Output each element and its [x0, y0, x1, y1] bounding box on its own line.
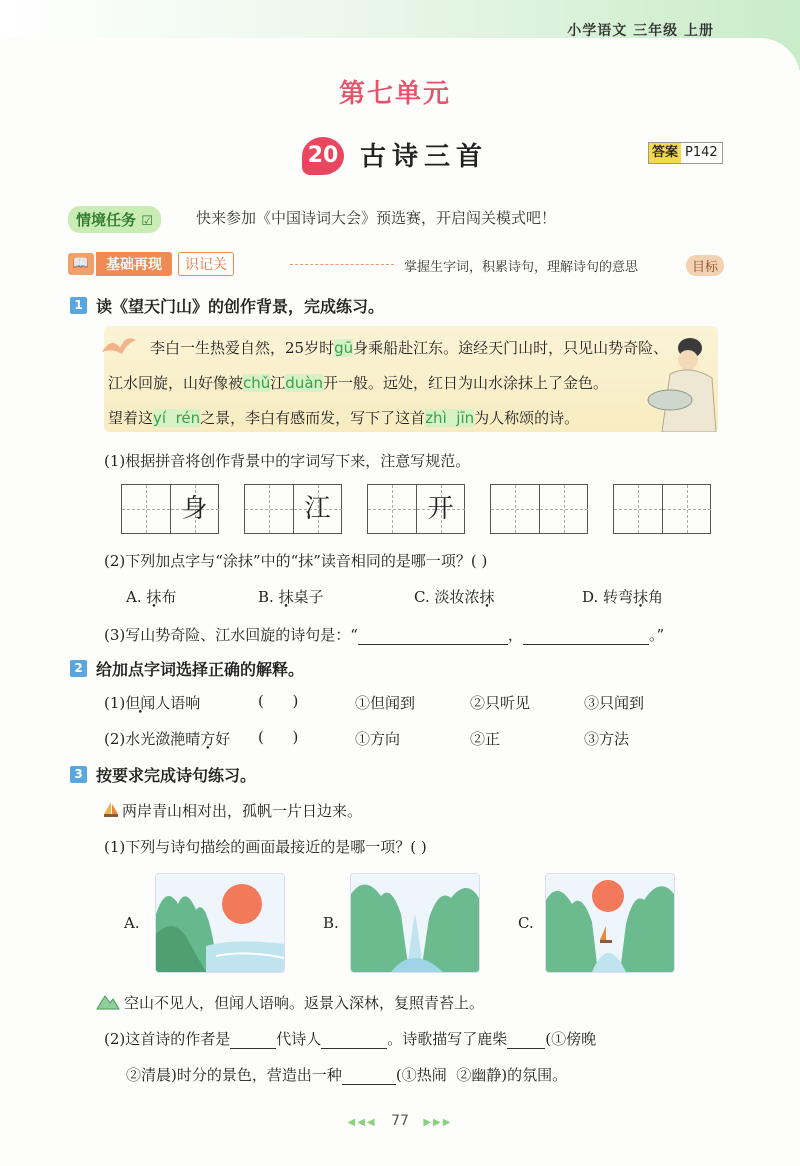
task-tag [68, 206, 161, 233]
answer-page: P142 [685, 145, 718, 160]
passage-text: 李白一生热爱自然，25岁时 [150, 339, 335, 357]
right-arrows-icon: ▶▶▶ [423, 1117, 453, 1128]
q1-sub3-text: ， [507, 626, 523, 644]
dotted-char: 抹 [479, 588, 495, 606]
passage-line-2 [108, 372, 608, 393]
option-text: A. [126, 588, 147, 606]
passage-text: 之景，李白有感而发，写下了这首 [200, 409, 426, 427]
pic-label: A. [124, 914, 140, 932]
q3-sub2-text: 。诗歌描写了鹿柴 [387, 1030, 508, 1048]
passage-line-1 [150, 337, 668, 358]
question-number: 3 [70, 766, 87, 783]
dotted-char: 抹 [633, 588, 649, 606]
sailboat-icon [102, 800, 120, 818]
question-title: 读《望天门山》的创作背景，完成练习。 [96, 297, 385, 316]
question-number: 2 [70, 660, 87, 677]
pinyin-duan: duàn [285, 374, 324, 392]
answer-blank[interactable] [230, 1032, 276, 1049]
mountain-icon [96, 992, 120, 1010]
poem-line-2: 空山不见人，但闻人语响。返景入深林，复照青苔上。 [124, 994, 485, 1012]
grid-char: 身 [181, 494, 208, 524]
passage-text: 望着这 [108, 409, 154, 427]
answer-reference[interactable] [648, 142, 723, 164]
goal-tag: 目标 [686, 255, 724, 276]
pinyin-yiren: yí rén [153, 409, 201, 427]
answer-blank[interactable] [342, 1068, 396, 1085]
q2-option[interactable]: ③只闻到 [584, 694, 645, 712]
option-text: C. 淡妆浓 [414, 588, 480, 606]
answer-blank[interactable] [321, 1032, 387, 1049]
answer-blank[interactable] [523, 628, 649, 645]
passage-text: 为人称颂的诗。 [474, 409, 580, 427]
q2-option[interactable]: ②正 [470, 730, 501, 748]
lesson-number: 20 [302, 137, 344, 175]
section-bar [68, 252, 234, 276]
question-title: 给加点字词选择正确的解释。 [96, 660, 305, 679]
picture-option-b[interactable] [350, 873, 480, 973]
recall-label: 识记关 [178, 252, 234, 276]
question-title: 按要求完成诗句练习。 [96, 766, 257, 785]
answer-paren[interactable]: ( ) [258, 692, 299, 710]
answer-label: 答案 [649, 143, 681, 163]
goal-text: 掌握生字词，积累诗句，理解诗句的意思 [404, 260, 639, 275]
passage-line-3 [108, 407, 579, 428]
q2-row-1 [104, 692, 200, 713]
passage-text: 身乘船赴江东。途经天门山时，只见山势奇险、 [353, 339, 669, 357]
answer-blank[interactable] [507, 1032, 545, 1049]
option-d[interactable] [582, 586, 663, 607]
q2-option[interactable]: ②只听见 [470, 694, 531, 712]
pinyin-chu: chǔ [243, 374, 271, 392]
q3-sub2-text: ②清晨)时分的景色，营造出一种 [126, 1066, 342, 1084]
q1-sub3-text: 。” [648, 626, 665, 644]
option-b[interactable] [258, 586, 324, 607]
dash-divider [290, 264, 394, 265]
grid-char [491, 485, 539, 533]
option-a[interactable] [126, 586, 176, 607]
option-c[interactable] [414, 586, 495, 607]
answer-blank[interactable] [358, 628, 508, 645]
writing-grid[interactable] [121, 484, 219, 534]
pinyin-zhijin: zhì jīn [425, 409, 475, 427]
writing-grid[interactable] [490, 484, 588, 534]
row-text: (2)水光潋滟晴 [104, 730, 201, 748]
pic-label: B. [323, 914, 339, 932]
dotted-char: 抹 [278, 588, 294, 606]
writing-grid[interactable] [613, 484, 711, 534]
q3-sub2-text: (①热闹 ②幽静)的氛围。 [395, 1066, 568, 1084]
option-text: 布 [161, 588, 177, 606]
page-footer [0, 1113, 800, 1129]
header-curve [0, 38, 800, 78]
lesson-title: 古诗三首 [360, 142, 489, 172]
q3-sub2-line1 [104, 1028, 596, 1049]
bird-icon [98, 330, 138, 364]
base-label: 基础再现 [96, 252, 172, 276]
passage-text: 江 [270, 374, 286, 392]
option-text: 桌子 [293, 588, 324, 606]
picture-option-a[interactable] [155, 873, 285, 973]
q2-option[interactable]: ①方向 [355, 730, 401, 748]
task-text: 快来参加《中国诗词大会》预选赛，开启闯关模式吧！ [196, 209, 557, 227]
writing-grid[interactable] [367, 484, 465, 534]
pic-label: C. [518, 914, 534, 932]
question-number: 1 [70, 297, 87, 314]
task-tag-label: 情境任务 [76, 211, 137, 229]
q3-sub1: (1)下列与诗句描绘的画面最接近的是哪一项？( ) [104, 838, 427, 856]
q1-sub1: (1)根据拼音将创作背景中的字词写下来，注意写规范。 [104, 452, 471, 470]
q2-option[interactable]: ③方法 [584, 730, 630, 748]
answer-paren[interactable]: ( ) [258, 728, 299, 746]
q3-sub2-text: 代诗人 [276, 1030, 322, 1048]
passage-text: 开一般。远处，红日为山水涂抹上了金色。 [323, 374, 609, 392]
q1-sub3-text: (3)写山势奇险、江水回旋的诗句是：“ [104, 626, 358, 644]
row-text: 好 [215, 730, 231, 748]
dotted-char: 但闻 [125, 694, 156, 712]
dotted-char: 抹 [146, 588, 162, 606]
writing-grid[interactable] [244, 484, 342, 534]
option-text: B. [258, 588, 279, 606]
checkbox-icon: ☑ [141, 214, 153, 229]
dotted-char: 方 [200, 730, 216, 748]
poem-line-1: 两岸青山相对出，孤帆一片日边来。 [122, 802, 363, 820]
option-text: D. 转弯 [582, 588, 634, 606]
row-text: (1) [104, 694, 126, 712]
grid-char [614, 485, 662, 533]
pinyin-gu: gū [334, 339, 354, 357]
q1-sub2: (2)下列加点字与“涂抹”中的“抹”读音相同的是哪一项？( ) [104, 552, 488, 570]
passage-text: 江水回旋，山好像被 [108, 374, 244, 392]
q1-sub3 [104, 624, 664, 645]
option-text: 角 [648, 588, 664, 606]
grade-label: 小学语文 三年级 上册 [567, 23, 714, 39]
q3-sub2-text: (2)这首诗的作者是 [104, 1030, 231, 1048]
book-icon: 📖 [68, 253, 94, 275]
left-arrows-icon: ◀◀◀ [347, 1117, 377, 1128]
q3-sub2-text: (①傍晚 [545, 1030, 597, 1048]
row-text: 人语响 [155, 694, 201, 712]
q2-row-2 [104, 728, 230, 749]
q3-sub2-line2 [126, 1064, 567, 1085]
picture-option-c[interactable] [545, 873, 675, 973]
grid-char: 开 [427, 494, 454, 524]
q2-option[interactable]: ①但闻到 [355, 694, 416, 712]
unit-title: 第七单元 [338, 79, 451, 109]
page-number: 77 [391, 1113, 409, 1129]
grid-char: 江 [304, 494, 331, 524]
